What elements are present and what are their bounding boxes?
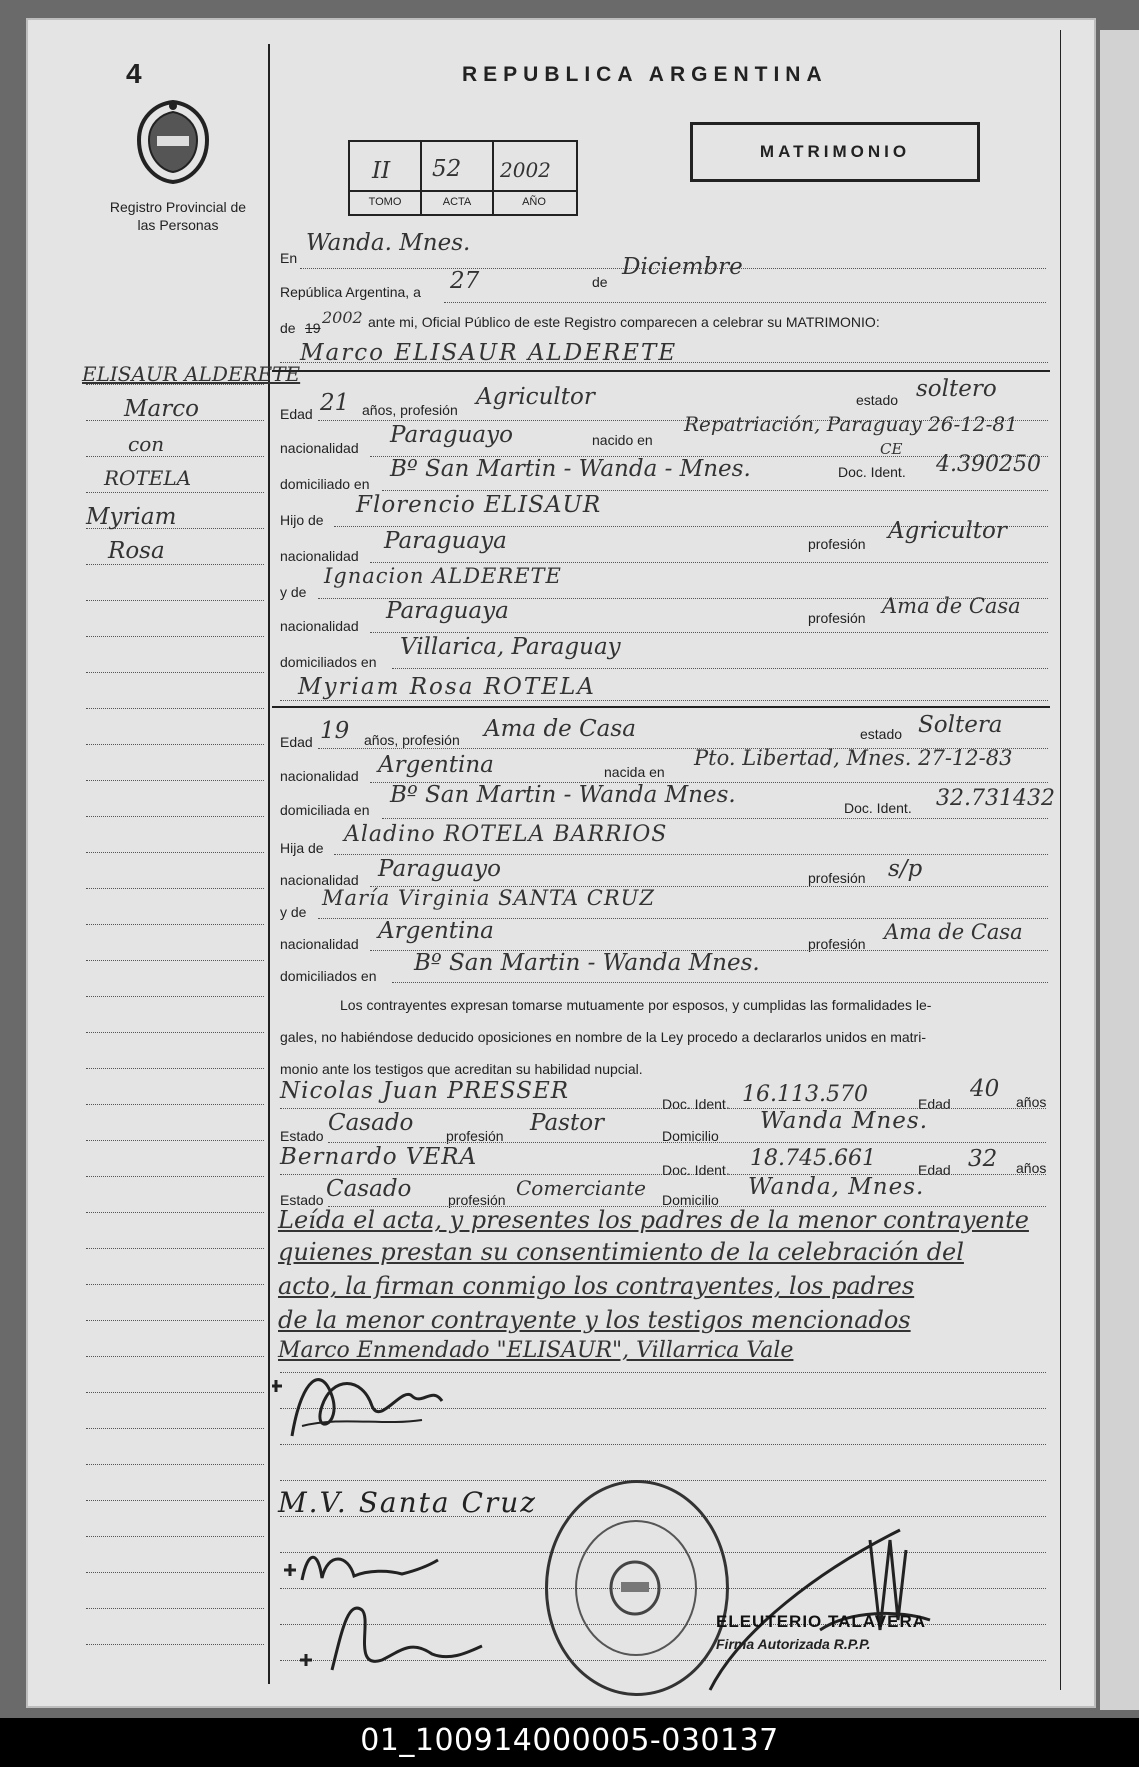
register-page [26, 18, 1096, 1708]
year-printed: 19 [305, 320, 321, 336]
groom-domiciliado-label: domiciliado en [280, 476, 370, 492]
groom-estado-label: estado [856, 392, 899, 408]
official-title-stamp: Firma Autorizada R.P.P. [716, 1636, 871, 1652]
groom-nacionalidad-label: nacionalidad [280, 440, 359, 456]
margin-line [86, 1572, 264, 1573]
dotline [370, 562, 1048, 563]
margin-note-first: Marco [124, 396, 199, 422]
margin-line [86, 708, 264, 709]
dotline [392, 668, 1048, 669]
witness2-dom-label: Domicilio [662, 1192, 719, 1208]
dotline [280, 1174, 1046, 1175]
bride-domiciliados-label: domiciliados en [280, 968, 377, 984]
witness1-estado-label: Estado [280, 1128, 324, 1144]
groom-father-prof: Agricultor [888, 518, 1007, 544]
groom-signature [262, 1346, 462, 1456]
bride-mother-prof: Ama de Casa [884, 920, 1023, 944]
bride-father-prof: s/p [888, 856, 923, 882]
witness1-doc: 16.113.570 [742, 1082, 868, 1107]
groom-mother: Ignacion ALDERETE [324, 564, 562, 588]
margin-line [86, 924, 264, 925]
registry-name: Registro Provincial de las Personas [109, 199, 247, 233]
closing-note-2: quienes prestan su consentimiento de la celebración del [278, 1238, 964, 1266]
margin-line [86, 1644, 264, 1645]
witness1-name: Nicolas Juan PRESSER [280, 1078, 570, 1104]
witness2-age: 32 [968, 1146, 998, 1172]
dotline [280, 362, 1048, 363]
margin-note-con: con [128, 432, 165, 456]
groom-yde-label: y de [280, 584, 307, 600]
tomo-value: II [372, 158, 391, 184]
anio-label: AÑO [522, 196, 546, 208]
margin-note-bride-surname: ROTELA [104, 466, 192, 490]
dotline [382, 818, 1048, 819]
groom-doc: 4.390250 [936, 452, 1041, 477]
bride-father-nat: Paraguayo [378, 856, 501, 882]
official-name-stamp: ELEUTERIO TALAVERA [716, 1612, 927, 1631]
margin-line [86, 996, 264, 997]
groom-domiciliados-label: domiciliados en [280, 654, 377, 670]
groom-mother-prof: Ama de Casa [882, 594, 1021, 618]
witness1-edad-label: Edad [918, 1096, 951, 1112]
page-number: 4 [126, 58, 142, 89]
bride-nationality: Argentina [378, 752, 494, 778]
margin-line [86, 1500, 264, 1501]
official-signature [700, 1510, 960, 1700]
groom-profession: Agricultor [476, 384, 595, 410]
bride-mother-nat-label: nacionalidad [280, 936, 359, 952]
tomo-acta-divider [348, 190, 576, 192]
next-page-edge [1100, 30, 1139, 1710]
groom-father-nat-label: nacionalidad [280, 548, 359, 564]
margin-line [86, 780, 264, 781]
en-label: En [280, 250, 298, 266]
margin-line [86, 672, 264, 673]
groom-birth: Repatriación, Paraguay 26-12-81 [684, 412, 1018, 436]
bride-domiciliada-label: domiciliada en [280, 802, 370, 818]
acta-value: 52 [432, 156, 462, 182]
bride-hija-label: Hija de [280, 840, 324, 856]
margin-note-surname: ELISAUR ALDERETE [82, 362, 301, 386]
witness2-signature [292, 1590, 492, 1680]
margin-line [86, 960, 264, 961]
bride-domicile: Bº San Martin - Wanda Mnes. [390, 782, 736, 808]
bride-estado-label: estado [860, 726, 903, 742]
margin-line [86, 816, 264, 817]
groom-domicile: Bº San Martin - Wanda - Mnes. [390, 456, 751, 482]
witness1-status: Casado [328, 1110, 414, 1136]
section-rule [272, 706, 1050, 708]
margin-line [86, 1068, 264, 1069]
margin-line [86, 1536, 264, 1537]
document-type-box [690, 122, 980, 182]
bride-doc-label: Doc. Ident. [844, 800, 912, 816]
groom-edad-label: Edad [280, 406, 313, 422]
acta-label: ACTA [442, 196, 472, 208]
margin-line [86, 1248, 264, 1249]
republica-label: República Argentina, a [280, 284, 421, 300]
groom-mother-prof-label: profesión [808, 610, 866, 626]
margin-note-bride-first: Myriam [86, 504, 177, 530]
witness2-profession: Comerciante [516, 1176, 646, 1200]
witness1-dom-label: Domicilio [662, 1128, 719, 1144]
bride-mother-nat: Argentina [378, 918, 494, 944]
bride-father-prof-label: profesión [808, 870, 866, 886]
witness2-domicile: Wanda, Mnes. [748, 1174, 925, 1200]
groom-status: soltero [916, 376, 997, 402]
document-type-label: MATRIMONIO [759, 142, 911, 161]
margin-line [86, 1608, 264, 1609]
day-value: 27 [450, 268, 480, 294]
bride-mother-prof-label: profesión [808, 936, 866, 952]
margin-line [86, 1032, 264, 1033]
bride-mother: María Virginia SANTA CRUZ [322, 886, 655, 910]
witness1-doc-label: Doc. Ident. [662, 1096, 730, 1112]
bride-doc: 32.731432 [936, 786, 1055, 811]
de-label: de [592, 274, 608, 290]
dotline [280, 1480, 1046, 1481]
margin-line [86, 564, 264, 565]
bride-yde-label: y de [280, 904, 307, 920]
groom-doc-label: Doc. Ident. [838, 464, 906, 480]
groom-doc-prefix: CE [880, 440, 903, 458]
declaration-line-2: gales, no habiéndose deducido oposiciones en nombre de la Ley procedo a declararlos unidos en matri- [280, 1029, 926, 1045]
bride-profession: Ama de Casa [484, 716, 636, 742]
bride-nacida-label: nacida en [604, 764, 665, 780]
dotline [334, 854, 1048, 855]
witness1-domicile: Wanda Mnes. [760, 1108, 929, 1134]
margin-line [86, 888, 264, 889]
month-value: Diciembre [622, 254, 743, 280]
groom-father-nat: Paraguaya [384, 528, 507, 554]
margin-line [86, 744, 264, 745]
dotline [370, 632, 1048, 633]
witness2-edad-label: Edad [918, 1162, 951, 1178]
closing-note-4: de la menor contrayente y los testigos mencionados [278, 1306, 911, 1334]
dotline [392, 982, 1048, 983]
witness2-anos-label: años [1016, 1160, 1047, 1176]
groom-nacido-label: nacido en [592, 432, 653, 448]
margin-line [86, 1140, 264, 1141]
declaration-line-1: Los contrayentes expresan tomarse mutuamente por esposos, y cumplidas las formalidades le- [340, 997, 932, 1013]
bride-edad-label: Edad [280, 734, 313, 750]
witness2-estado-label: Estado [280, 1192, 324, 1208]
mother-signature: M.V. Santa Cruz [278, 1486, 538, 1519]
country-title: REPUBLICA ARGENTINA [462, 63, 828, 86]
witness2-status: Casado [326, 1176, 412, 1202]
groom-father-prof-label: profesión [808, 536, 866, 552]
witness2-doc: 18.745.661 [750, 1146, 876, 1171]
groom-anos-label: años, profesión [362, 402, 458, 418]
dotline [382, 490, 1048, 491]
margin-line [86, 492, 264, 493]
groom-mother-nat: Paraguaya [386, 598, 509, 624]
intro-text: ante mi, Oficial Público de este Registro comparecen a celebrar su MATRIMONIO: [368, 314, 880, 330]
groom-name: Marco ELISAUR ALDERETE [300, 340, 678, 366]
image-identifier: 01_100914000005-030137 [360, 1723, 779, 1758]
groom-nationality: Paraguayo [390, 422, 513, 448]
de-year-label: de [280, 320, 296, 336]
groom-parents-domicile: Villarica, Paraguay [400, 634, 621, 660]
margin-line [86, 1428, 264, 1429]
witness1-profession: Pastor [530, 1110, 605, 1136]
bride-father: Aladino ROTELA BARRIOS [344, 822, 668, 847]
margin-line [86, 636, 264, 637]
dotline [328, 1142, 1046, 1143]
section-rule [272, 370, 1050, 372]
groom-father: Florencio ELISAUR [356, 492, 602, 518]
margin-line [86, 1464, 264, 1465]
bride-age: 19 [320, 718, 350, 744]
bride-parents-domicile: Bº San Martin - Wanda Mnes. [414, 950, 760, 976]
witness2-prof-label: profesión [448, 1192, 506, 1208]
witness1-prof-label: profesión [446, 1128, 504, 1144]
margin-line [86, 1212, 264, 1213]
closing-note-5: Marco Enmendado "ELISAUR", Villarrica Vale [278, 1338, 794, 1363]
groom-hijo-label: Hijo de [280, 512, 324, 528]
bride-birth: Pto. Libertad, Mnes. 27-12-83 [694, 746, 1013, 770]
anio-value: 2002 [500, 158, 551, 182]
witness1-anos-label: años [1016, 1094, 1047, 1110]
year-value: 2002 [322, 308, 363, 327]
margin-line [86, 1356, 264, 1357]
margin-line [86, 600, 264, 601]
bride-status: Soltera [918, 712, 1003, 738]
dotline [444, 302, 1046, 303]
bride-anos-label: años, profesión [364, 732, 460, 748]
declaration-line-3: monio ante los testigos que acreditan su habilidad nupcial. [280, 1061, 643, 1077]
witness1-age: 40 [970, 1076, 1000, 1102]
bride-name: Myriam Rosa ROTELA [298, 674, 596, 700]
margin-line [86, 1320, 264, 1321]
bride-father-nat-label: nacionalidad [280, 872, 359, 888]
witness2-doc-label: Doc. Ident. [662, 1162, 730, 1178]
margin-line [86, 456, 264, 457]
seal-emblem-icon [607, 1560, 663, 1616]
groom-mother-nat-label: nacionalidad [280, 618, 359, 634]
place-value: Wanda. Mnes. [306, 230, 471, 256]
dotline [280, 1108, 1046, 1109]
groom-age: 21 [320, 390, 350, 416]
tomo-label: TOMO [368, 196, 402, 208]
margin-line [86, 1104, 264, 1105]
margin-note-bride-middle: Rosa [108, 538, 165, 564]
witness2-name: Bernardo VERA [280, 1144, 478, 1170]
right-border [1060, 30, 1061, 1690]
margin-line [86, 1176, 264, 1177]
closing-note-3: acto, la firman conmigo los contrayentes, los padres [278, 1272, 915, 1300]
coat-of-arms-logo [133, 98, 213, 186]
bride-nacionalidad-label: nacionalidad [280, 768, 359, 784]
margin-line [86, 1392, 264, 1393]
dotline [280, 700, 1048, 701]
margin-line [86, 852, 264, 853]
margin-line [86, 1284, 264, 1285]
closing-note-1: Leída el acta, y presentes los padres de la menor contrayente [278, 1206, 1029, 1234]
